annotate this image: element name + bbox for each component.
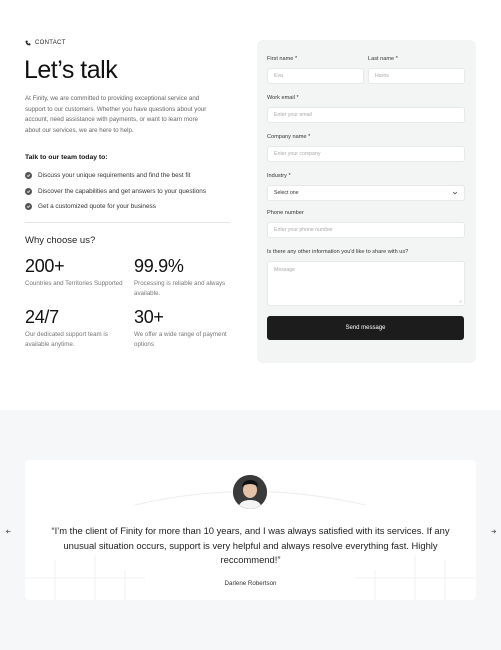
company-label: Company name * bbox=[267, 134, 311, 140]
stat-description: We offer a wide range of payment options bbox=[134, 331, 227, 348]
avatar bbox=[233, 475, 267, 509]
person-avatar-icon bbox=[233, 475, 267, 509]
chevron-down-icon bbox=[452, 190, 458, 196]
phone-field[interactable]: Enter your phone number bbox=[267, 222, 465, 238]
benefit-text: Discover the capabilities and get answers to your questions bbox=[38, 187, 207, 195]
stat-description: Processing is reliable and always available. bbox=[134, 280, 226, 297]
last-name-label: Last name * bbox=[368, 56, 398, 62]
contact-tag bbox=[25, 40, 66, 46]
first-name-label: First name * bbox=[267, 56, 298, 62]
contact-tag-label: CONTACT bbox=[35, 40, 66, 46]
stat-number: 30+ bbox=[134, 307, 164, 327]
stat-uptime bbox=[134, 256, 234, 299]
intro-text: At Finity, we are committed to providing exceptional service and support to our customers. Whether you have questions about your account, need assistance with payments, or want to learn more about our services, we are here to help. bbox=[25, 95, 207, 134]
stat-countries bbox=[25, 256, 125, 289]
team-heading: Talk to our team today to: bbox=[25, 154, 108, 161]
section-divider bbox=[25, 222, 230, 223]
check-circle-icon bbox=[25, 203, 32, 210]
stat-description: Countries and Territories Supported bbox=[25, 280, 123, 287]
send-message-button[interactable]: Send message bbox=[267, 316, 464, 340]
phone-icon bbox=[25, 40, 31, 46]
stat-number: 200+ bbox=[25, 256, 65, 276]
testimonial-card bbox=[25, 460, 476, 600]
stat-number: 99.9% bbox=[134, 256, 184, 276]
next-arrow-button[interactable] bbox=[488, 526, 498, 536]
company-field[interactable]: Enter your company bbox=[267, 146, 465, 162]
arrow-right-icon bbox=[490, 528, 497, 535]
message-textarea[interactable] bbox=[267, 261, 465, 306]
testimonial-quote: “I’m the client of Finity for more than 10 years, and I was always satisfied with its services. If any unusual situation occurs, support is very helpful and always resolve everything fast. Highly reccommend!” bbox=[51, 525, 450, 565]
list-item bbox=[25, 168, 206, 184]
benefit-text: Get a customized quote for your business bbox=[38, 203, 156, 211]
check-circle-icon bbox=[25, 172, 32, 179]
last-name-field[interactable]: Harris bbox=[368, 68, 465, 84]
prev-arrow-button[interactable] bbox=[3, 526, 13, 536]
stat-support bbox=[25, 307, 125, 350]
page-title: Let’s talk bbox=[24, 56, 118, 84]
industry-select[interactable] bbox=[267, 185, 465, 201]
testimonial-author: Darlene Robertson bbox=[224, 580, 277, 587]
stat-number: 24/7 bbox=[25, 307, 59, 327]
email-label: Work email * bbox=[267, 95, 299, 101]
phone-label: Phone number bbox=[267, 210, 304, 216]
first-name-field[interactable]: Eva bbox=[267, 68, 364, 84]
info-label: Is there any other information you'd like to share with us? bbox=[267, 249, 409, 255]
industry-select-value: Select one bbox=[274, 190, 299, 196]
stat-payments bbox=[134, 307, 234, 350]
stat-description: Our dedicated support team is available anytime. bbox=[25, 331, 108, 348]
message-placeholder: Message bbox=[274, 267, 296, 273]
benefit-text: Discuss your unique requirements and find the best fit bbox=[38, 172, 191, 180]
resize-handle-icon[interactable] bbox=[458, 299, 462, 303]
contact-form bbox=[257, 40, 476, 363]
why-heading: Why choose us? bbox=[25, 235, 96, 246]
email-field[interactable]: Enter your email bbox=[267, 107, 465, 123]
list-item bbox=[25, 184, 206, 200]
testimonial-section bbox=[0, 410, 501, 650]
arrow-left-icon bbox=[5, 528, 12, 535]
benefit-list bbox=[25, 168, 206, 215]
list-item bbox=[25, 199, 206, 215]
check-circle-icon bbox=[25, 188, 32, 195]
industry-label: Industry * bbox=[267, 173, 291, 179]
